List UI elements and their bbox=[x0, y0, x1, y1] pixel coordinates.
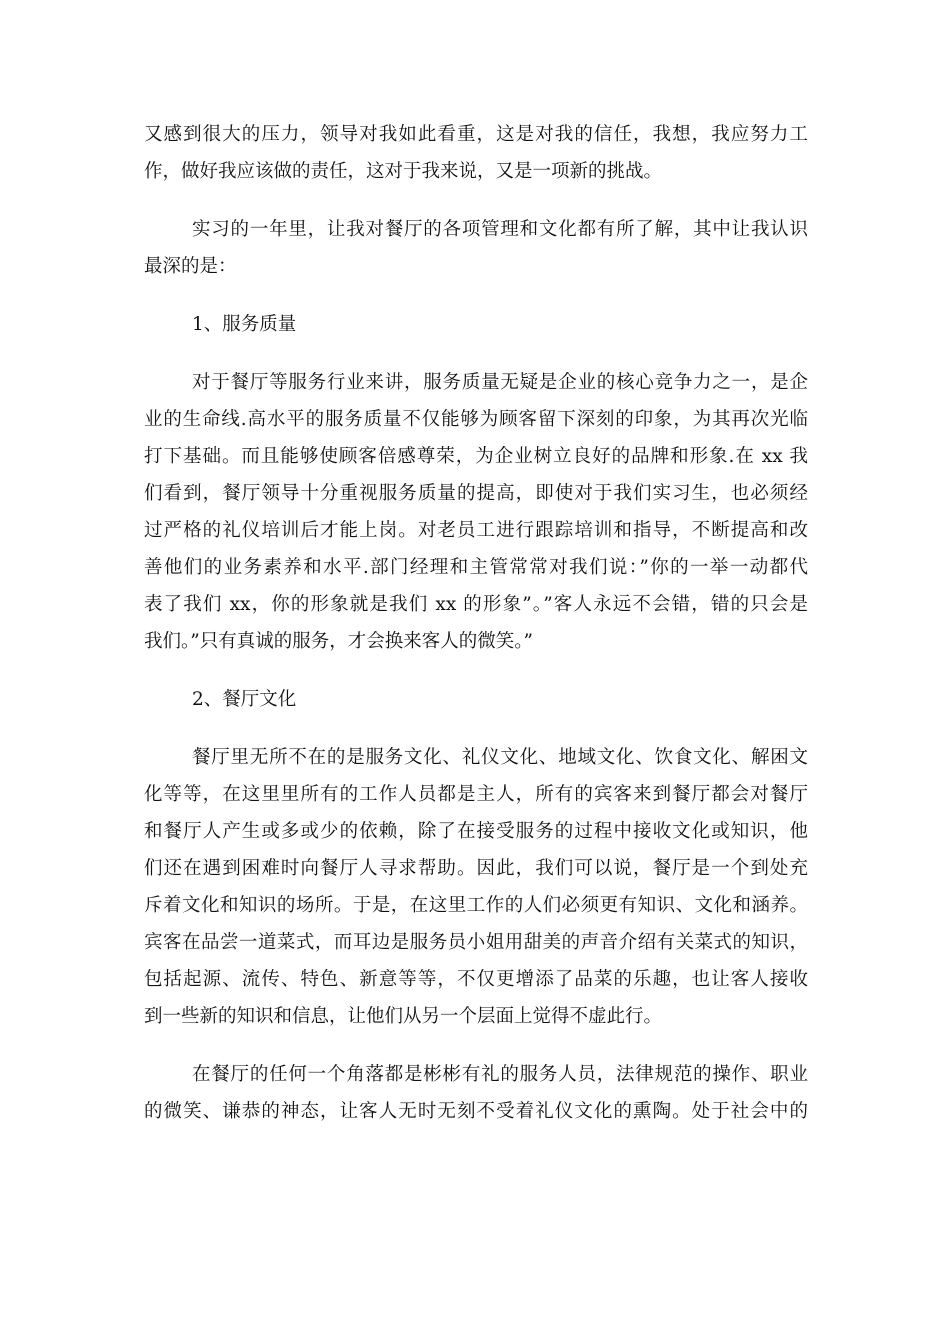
document-body bbox=[144, 116, 808, 1130]
paragraph-etiquette bbox=[144, 1056, 808, 1130]
paragraph-restaurant-culture bbox=[144, 739, 808, 1035]
text-line: 又感到很大的压力，领导对我如此看重，这是对我的信任，我想，我应努力工 bbox=[144, 124, 808, 145]
paragraph-intro bbox=[144, 211, 808, 285]
text-line: 过严格的礼仪培训后才能上岗。对老员工进行跟踪培训和指导，不断提高和改 bbox=[144, 520, 808, 541]
text-line: 最深的是： bbox=[144, 256, 237, 277]
section-heading-restaurant-culture bbox=[144, 681, 808, 718]
text-line: 和餐厅人产生或多或少的依赖，除了在接受服务的过程中接收文化或知识，他 bbox=[144, 821, 808, 842]
text-line: 对于餐厅等服务行业来讲，服务质量无疑是企业的核心竞争力之一，是企 bbox=[192, 372, 808, 393]
text-line: 善他们的业务素养和水平.部门经理和主管常常对我们说：”你的一举一动都代 bbox=[144, 557, 808, 578]
paragraph-service-quality bbox=[144, 364, 808, 660]
text-line: 斥着文化和知识的场所。于是，在这里工作的人们必须更有知识、文化和涵养。 bbox=[144, 895, 808, 916]
text-line: 餐厅里无所不在的是服务文化、礼仪文化、地域文化、饮食文化、解困文 bbox=[192, 747, 808, 768]
text-line: 的微笑、谦恭的神态，让客人无时无刻不受着礼仪文化的熏陶。处于社会中的 bbox=[144, 1101, 808, 1122]
text-line: 们看到，餐厅领导十分重视服务质量的提高，即使对于我们实习生，也必须经 bbox=[144, 483, 808, 504]
heading-text: 1、服务质量 bbox=[192, 314, 297, 335]
text-line: 化等等，在这里里所有的工作人员都是主人，所有的宾客来到餐厅都会对餐厅 bbox=[144, 784, 808, 805]
text-line: 们还在遇到困难时向餐厅人寻求帮助。因此，我们可以说，餐厅是一个到处充 bbox=[144, 858, 808, 879]
heading-text: 2、餐厅文化 bbox=[192, 689, 297, 710]
text-line: 打下基础。而且能够使顾客倍感尊荣，为企业树立良好的品牌和形象.在 xx 我 bbox=[144, 446, 808, 467]
text-line: 表了我们 xx，你的形象就是我们 xx 的形象”。”客人永远不会错，错的只会是 bbox=[144, 594, 808, 615]
section-heading-service-quality bbox=[144, 306, 808, 343]
text-line: 我们。”只有真诚的服务，才会换来客人的微笑。” bbox=[144, 631, 533, 652]
paragraph-continuation bbox=[144, 116, 808, 190]
text-line: 到一些新的知识和信息，让他们从另一个层面上觉得不虚此行。 bbox=[144, 1006, 663, 1027]
text-line: 作，做好我应该做的责任，这对于我来说，又是一项新的挑战。 bbox=[144, 161, 663, 182]
text-line: 宾客在品尝一道菜式，而耳边是服务员小姐用甜美的声音介绍有关菜式的知识， bbox=[144, 932, 808, 953]
text-line: 在餐厅的任何一个角落都是彬彬有礼的服务人员，法律规范的操作、职业 bbox=[192, 1064, 808, 1085]
text-line: 包括起源、流传、特色、新意等等，不仅更增添了品菜的乐趣，也让客人接收 bbox=[144, 969, 808, 990]
text-line: 实习的一年里，让我对餐厅的各项管理和文化都有所了解，其中让我认识 bbox=[192, 219, 808, 240]
text-line: 业的生命线.高水平的服务质量不仅能够为顾客留下深刻的印象，为其再次光临 bbox=[144, 409, 808, 430]
